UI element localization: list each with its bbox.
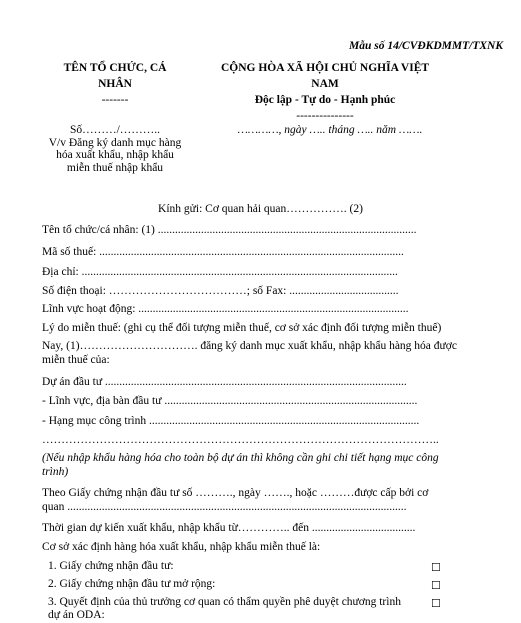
subject-line3: miễn thuế nhập khẩu	[66, 161, 164, 174]
certificate-statement	[42, 486, 462, 514]
basis-item-1-label: 1. Giấy chứng nhận đầu tư:	[48, 560, 174, 572]
date-line: …………, ngày ….. tháng ….. năm …….	[237, 124, 423, 136]
duration-field: Thời gian dự kiến xuất khẩu, nhập khẩu từ………….. đến ....................................	[42, 522, 416, 534]
basis-item-3-label: 3. Quyết định của thủ trưởng cơ quan có thẩm quyền phê duyệt chương trình	[48, 596, 401, 608]
organization-name-line2: NHÂN	[98, 78, 132, 90]
certificate-line1: Theo Giấy chứng nhận đầu tư số ………., ngày ……., hoặc ………được cấp bởi cơ	[42, 487, 429, 499]
registration-line1: Nay, (1)…………………………. đăng ký danh mục xuất khẩu, nhập khẩu hàng hóa được	[42, 340, 457, 352]
tax-code-field: Mã số thuế: ..........................................................................................................	[42, 246, 404, 258]
registration-statement	[42, 339, 462, 367]
field-location-field: - Lĩnh vực, địa bàn đầu tư ........................................................................................	[42, 395, 418, 407]
certificate-line2: quan ......................................................................................................................	[42, 501, 407, 513]
republic-name-line1: CỘNG HÒA XÃ HỘI CHỦ NGHĨA VIỆT	[220, 62, 430, 74]
recipient-line: Kính gửi: Cơ quan hải quan……………. (2)	[158, 203, 363, 215]
subject-line1: V/v Đăng ký danh mục hàng	[48, 136, 182, 149]
document-reference	[40, 124, 190, 174]
investment-project-field: Dự án đầu tư .........................................................................................................	[42, 376, 407, 388]
basis-item-3-label-cont: dự án ODA:	[48, 609, 105, 621]
dotted-line: …………………………………………………………………………………………..	[42, 434, 439, 446]
motto-divider: ---------------	[296, 110, 354, 122]
address-field: Địa chỉ: ..............................................................................................................	[42, 266, 398, 278]
note	[42, 451, 462, 479]
note-line1: (Nếu nhập khẩu hàng hóa cho toàn bộ dự án thì không cần ghi chi tiết hạng mục công	[42, 452, 439, 464]
basis-item-3-checkbox[interactable]: ☐	[431, 598, 441, 610]
org-name-field: Tên tổ chức/cá nhân: (1) ..........................................................................................	[42, 224, 417, 236]
note-line2: trình)	[42, 466, 69, 478]
basis-item-1-checkbox[interactable]: ☐	[431, 562, 441, 574]
exemption-reason: Lý do miễn thuế: (ghi cụ thể đối tượng miễn thuế, cơ sở xác định đối tượng miễn thuế)	[42, 322, 442, 334]
registration-line2: miễn thuế của:	[42, 354, 110, 366]
republic-name-line2: NAM	[311, 78, 339, 90]
national-header	[205, 60, 445, 124]
subject-line2: hóa xuất khẩu, nhập khẩu	[56, 149, 174, 161]
national-motto: Độc lập - Tự do - Hạnh phúc	[254, 94, 396, 106]
work-item-field: - Hạng mục công trình ..............................................................................................	[42, 415, 420, 427]
phone-fax-field: Số điện thoại: ………………………………; số Fax: ......................................	[42, 285, 399, 297]
business-field: Lĩnh vực hoạt động: ..............................................................................................	[42, 303, 409, 315]
basis-title: Cơ sở xác định hàng hóa xuất khẩu, nhập khẩu miễn thuế là:	[42, 541, 321, 553]
basis-item-2-checkbox[interactable]: ☐	[431, 580, 441, 592]
organization-name-line1: TÊN TỔ CHỨC, CÁ	[63, 62, 167, 74]
organization-divider: -------	[101, 94, 129, 106]
form-code: Mẫu số 14/CVĐKDMMT/TXNK	[348, 40, 503, 52]
organization-header	[40, 60, 190, 108]
basis-item-2-label: 2. Giấy chứng nhận đầu tư mở rộng:	[48, 578, 216, 590]
document-number: Số………/………..	[69, 124, 161, 136]
